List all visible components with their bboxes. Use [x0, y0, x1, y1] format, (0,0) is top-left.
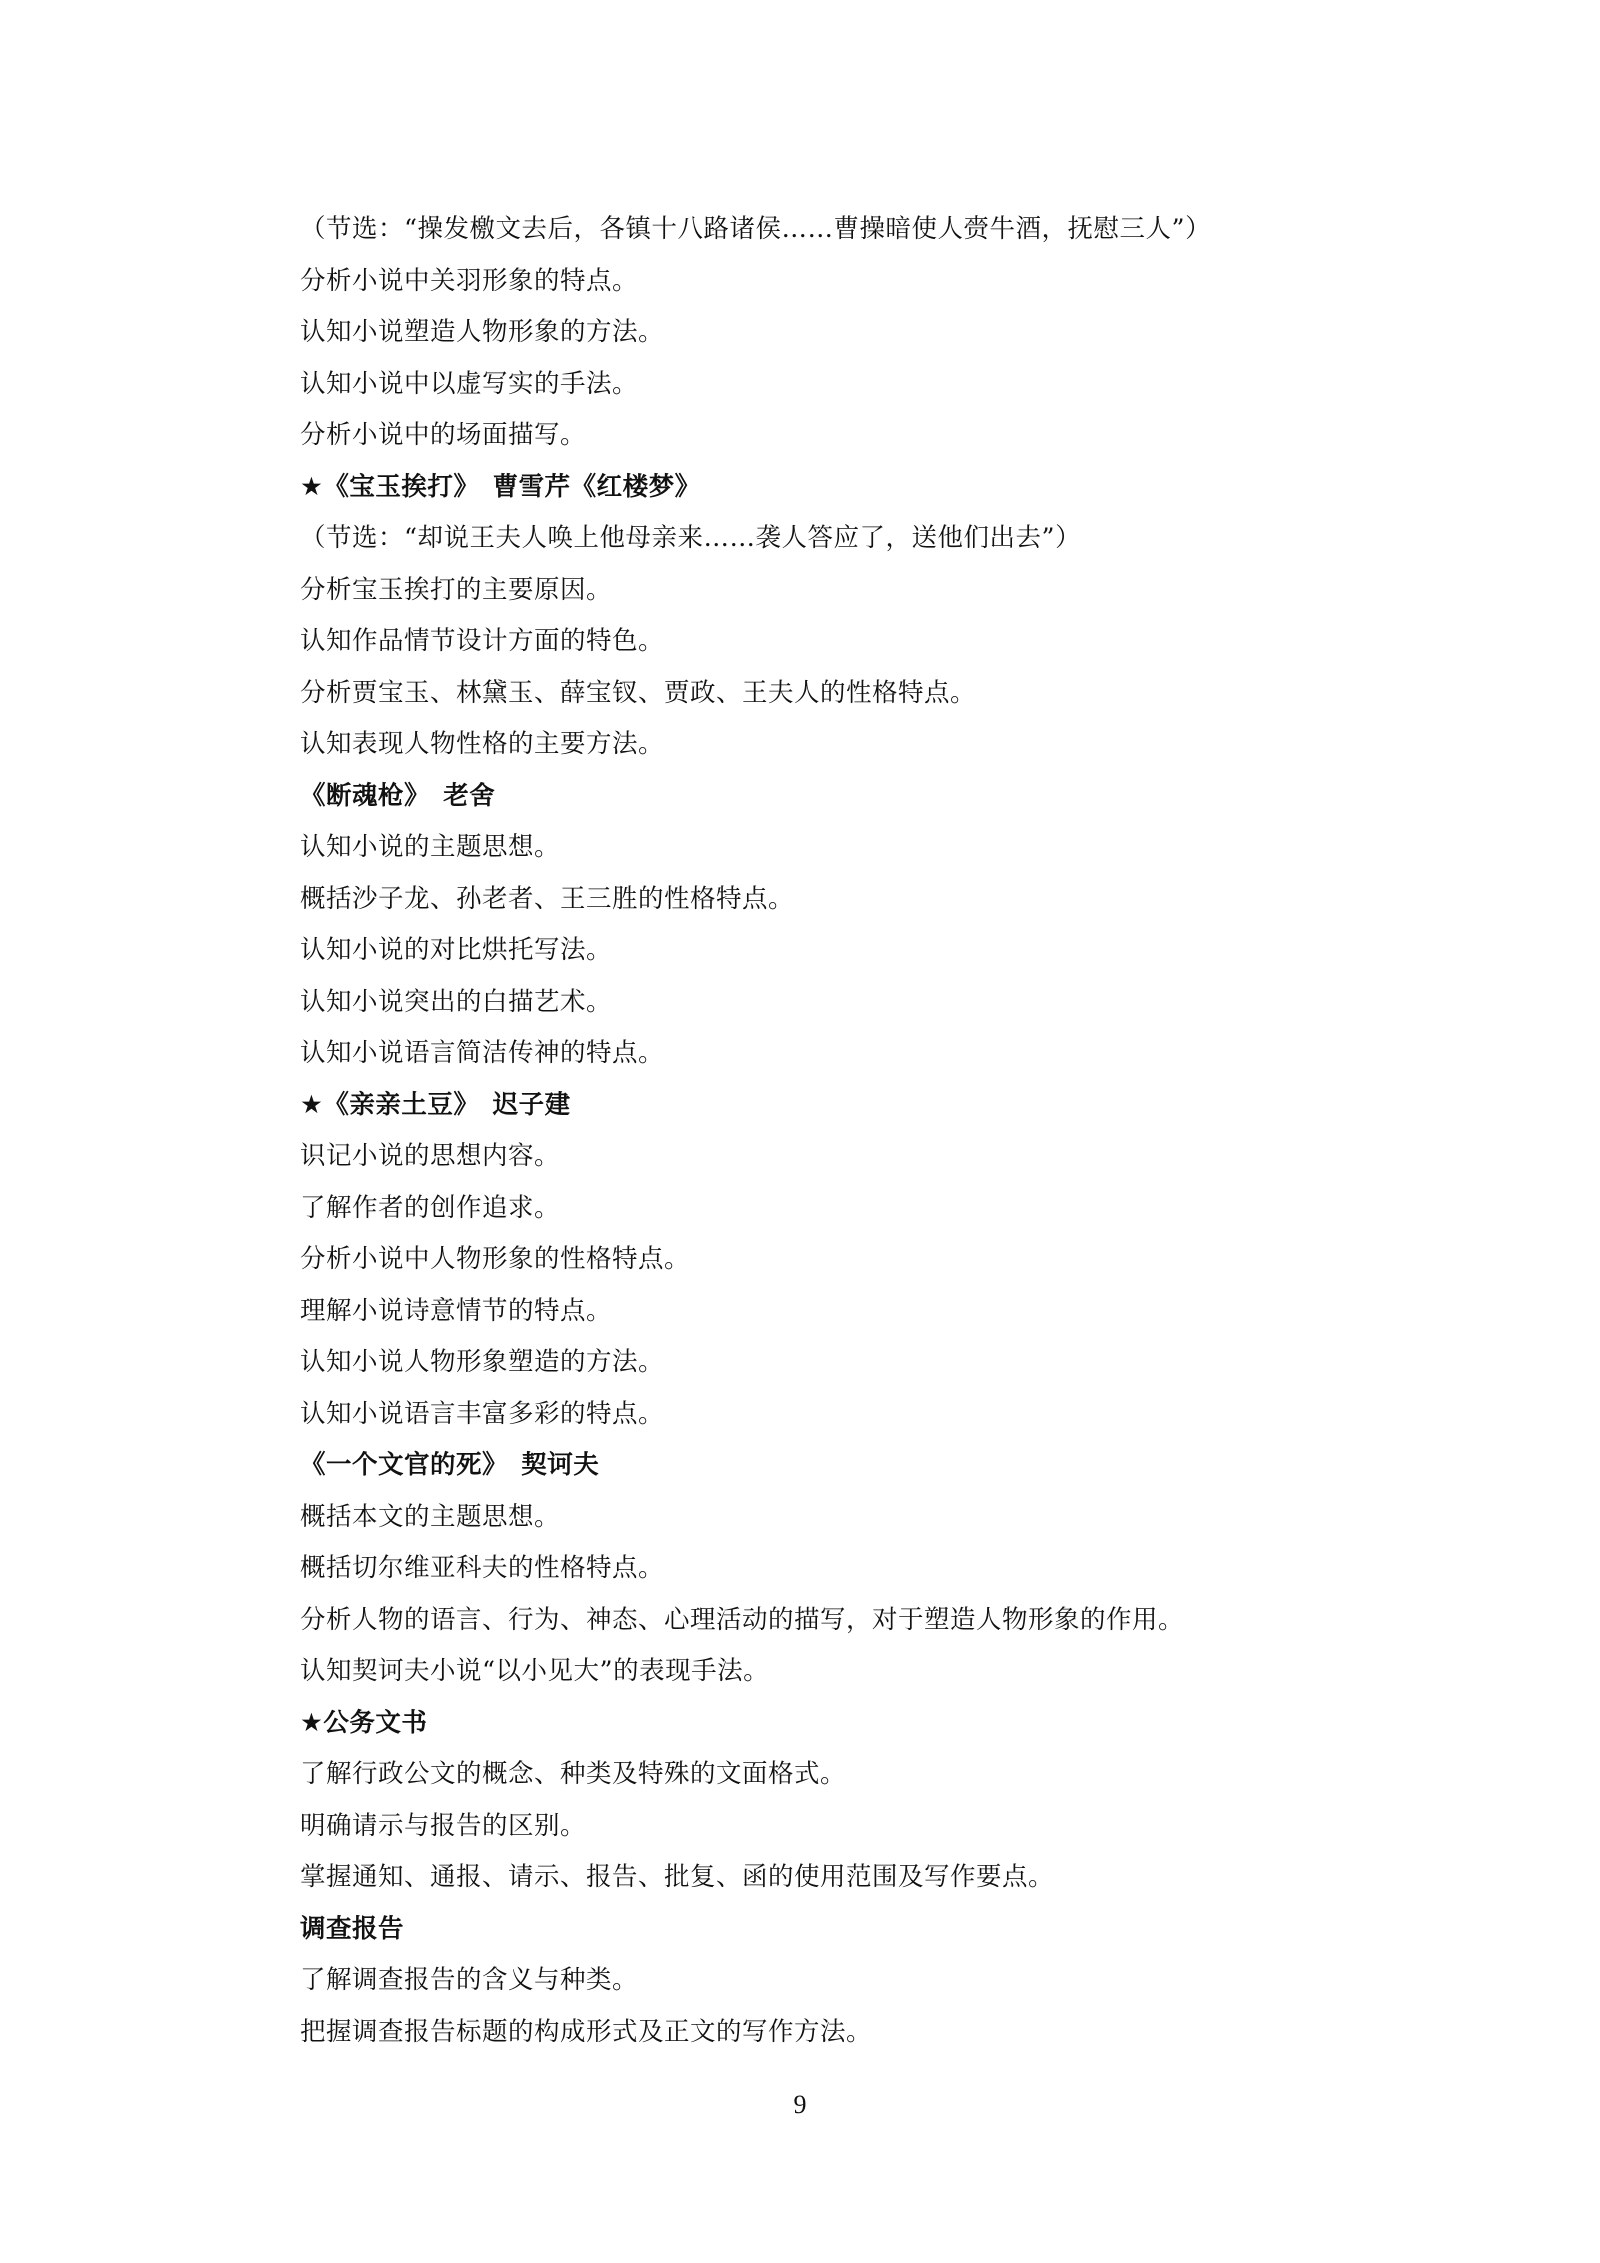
text-line: 概括本文的主题思想。 [300, 1501, 561, 1532]
section-heading: 调查报告 [300, 1913, 405, 1944]
text-line: 认知小说语言丰富多彩的特点。 [300, 1398, 665, 1429]
text-line: 明确请示与报告的区别。 [300, 1810, 587, 1841]
text-line: 认知小说突出的白描艺术。 [300, 986, 613, 1017]
text-line: 分析宝玉挨打的主要原因。 [300, 574, 613, 605]
text-line: （节选：“操发檄文去后，各镇十八路诸侯……曹操暗使人赍牛酒，抚慰三人”） [300, 214, 1212, 244]
text-line: 认知小说塑造人物形象的方法。 [300, 317, 665, 347]
text-line: 认知小说人物形象塑造的方法。 [300, 1347, 665, 1377]
text-line: 认知契诃夫小说“以小见大”的表现手法。 [300, 1656, 770, 1686]
text-line: 了解调查报告的含义与种类。 [300, 1965, 639, 1995]
text-line: 分析小说中的场面描写。 [300, 420, 587, 450]
text-line: 认知表现人物性格的主要方法。 [300, 729, 665, 759]
page-number: 9 [793, 2090, 807, 2119]
text-line: 分析人物的语言、行为、神态、心理活动的描写，对于塑造人物形象的作用。 [300, 1604, 1185, 1635]
section-heading: 《断魂枪》 老舍 [300, 780, 496, 811]
text-line: 认知小说语言简洁传神的特点。 [300, 1038, 665, 1068]
text-line: 概括切尔维亚科夫的性格特点。 [300, 1553, 665, 1583]
text-line: 分析小说中人物形象的性格特点。 [300, 1244, 691, 1274]
text-line: 认知作品情节设计方面的特色。 [300, 626, 665, 656]
text-line: 掌握通知、通报、请示、报告、批复、函的使用范围及写作要点。 [300, 1862, 1055, 1892]
text-line: 分析贾宝玉、林黛玉、薛宝钗、贾政、王夫人的性格特点。 [300, 677, 977, 708]
section-heading: ★《亲亲土豆》 迟子建 [300, 1089, 571, 1120]
text-line: 分析小说中关羽形象的特点。 [300, 265, 639, 296]
text-line: 把握调查报告标题的构成形式及正文的写作方法。 [300, 2016, 873, 2047]
document-body [300, 207, 1550, 2061]
text-line: 了解行政公文的概念、种类及特殊的文面格式。 [300, 1759, 847, 1789]
text-line: 概括沙子龙、孙老者、王三胜的性格特点。 [300, 883, 795, 914]
section-heading: 《一个文官的死》 契诃夫 [300, 1450, 600, 1480]
text-line: 理解小说诗意情节的特点。 [300, 1295, 613, 1326]
text-line: 认知小说的对比烘托写法。 [300, 935, 613, 965]
text-line: 认知小说中以虚写实的手法。 [300, 368, 639, 399]
section-heading: ★公务文书 [300, 1707, 428, 1738]
text-line: （节选：“却说王夫人唤上他母亲来……袭人答应了，送他们出去”） [300, 523, 1082, 553]
text-line: 了解作者的创作追求。 [300, 1192, 561, 1223]
text-line: 认知小说的主题思想。 [300, 832, 561, 862]
text-line: 识记小说的思想内容。 [300, 1141, 561, 1171]
section-heading: ★《宝玉挨打》 曹雪芹《红楼梦》 [300, 471, 701, 502]
